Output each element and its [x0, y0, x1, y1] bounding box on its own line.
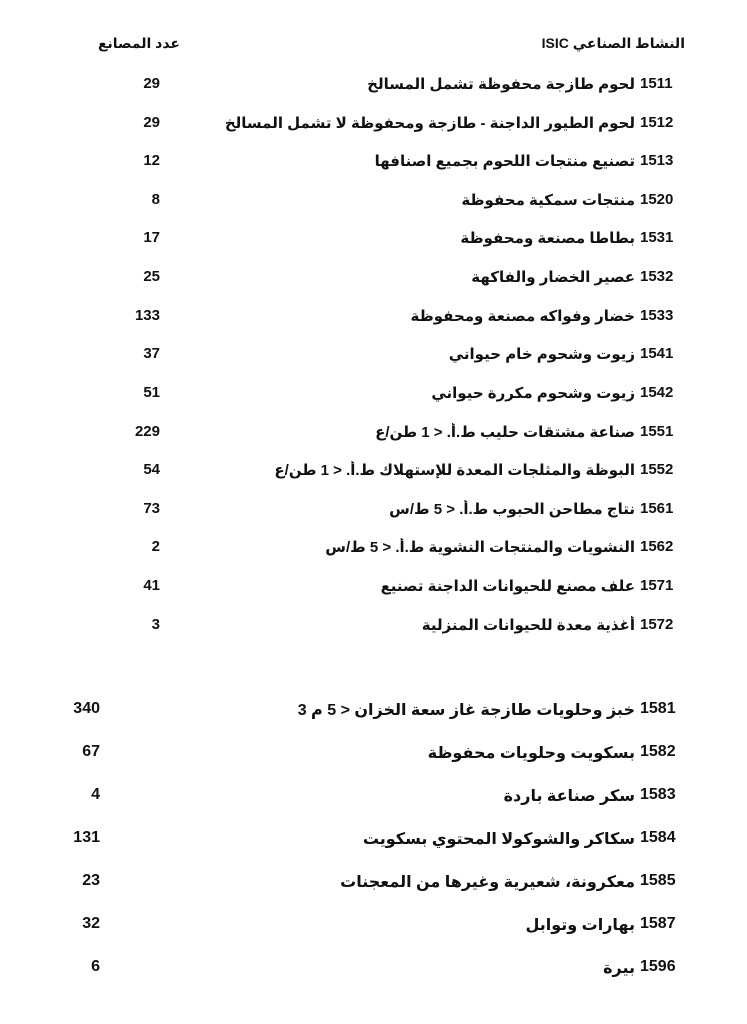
- isic-code: 1533: [640, 307, 674, 324]
- factory-count: 51: [143, 384, 160, 401]
- factory-count: 73: [143, 500, 160, 517]
- activity-description: سكاكر والشوكولا المحتوي بسكويت: [362, 831, 635, 848]
- table-row: [0, 152, 747, 174]
- isic-code: 1587: [640, 915, 676, 932]
- isic-code: 1551: [640, 423, 674, 440]
- count-column-header: عدد المصانع: [97, 35, 180, 51]
- table-row: [0, 829, 747, 851]
- activity-description: علف مصنع للحيوانات الداجنة تصنيع: [380, 578, 635, 595]
- table-row: [0, 616, 747, 638]
- table-row: [0, 423, 747, 445]
- factory-count: 131: [73, 829, 100, 846]
- factory-count: 8: [151, 191, 160, 208]
- table-row: [0, 958, 747, 980]
- activity-description: خبز وحلويات طازجة غاز سعة الخزان < 5 م 3: [297, 702, 635, 719]
- factory-count: 2: [151, 538, 160, 555]
- isic-code: 1512: [640, 114, 674, 131]
- factory-count: 41: [143, 577, 160, 594]
- table-row: [0, 114, 747, 136]
- activity-description: معكرونة، شعيرية وغيرها من المعجنات: [340, 874, 635, 891]
- factory-count: 67: [82, 743, 100, 760]
- activity-column-header: النشاط الصناعي ISIC: [541, 35, 685, 51]
- table-row: [0, 577, 747, 599]
- activity-description: لحوم طازجة محفوظة تشمل المسالخ: [367, 76, 635, 93]
- table-row: [0, 268, 747, 290]
- factory-count: 3: [151, 616, 160, 633]
- activity-description: زيوت وشحوم مكررة حيواني: [431, 385, 635, 402]
- isic-code: 1585: [640, 872, 676, 889]
- isic-code: 1572: [640, 616, 674, 633]
- activity-description: بيرة: [603, 960, 635, 977]
- factory-count: 37: [143, 345, 160, 362]
- activity-description: النشويات والمنتجات النشوية ط.أ. < 5 ط/س: [325, 539, 635, 556]
- isic-code: 1541: [640, 345, 674, 362]
- isic-code: 1542: [640, 384, 674, 401]
- isic-code: 1511: [640, 75, 673, 92]
- isic-code: 1513: [640, 152, 674, 169]
- factory-count: 6: [91, 958, 100, 975]
- table-row: [0, 786, 747, 808]
- activity-description: تصنيع منتجات اللحوم بجميع اصنافها: [374, 153, 635, 170]
- factory-count: 4: [91, 786, 100, 803]
- factory-count: 29: [143, 75, 160, 92]
- factory-count: 32: [82, 915, 100, 932]
- factory-count: 29: [143, 114, 160, 131]
- table-row: [0, 538, 747, 560]
- factory-count: 54: [143, 461, 160, 478]
- factory-count: 229: [134, 423, 160, 440]
- factory-count: 12: [143, 152, 160, 169]
- factory-count: 25: [143, 268, 160, 285]
- isic-code: 1596: [640, 958, 676, 975]
- factory-count: 133: [134, 307, 160, 324]
- isic-code: 1583: [640, 786, 676, 803]
- table-row: [0, 75, 747, 97]
- activity-description: عصير الخضار والفاكهة: [471, 269, 635, 286]
- activity-description: صناعة مشتقات حليب ط.أ. < 1 طن/ع: [375, 424, 635, 441]
- activity-description: زيوت وشحوم خام حيواني: [448, 346, 635, 363]
- table-row: [0, 743, 747, 765]
- activity-description: بهارات وتوابل: [525, 917, 635, 934]
- table-row: [0, 384, 747, 406]
- table-row: [0, 500, 747, 522]
- activity-description: البوظة والمثلجات المعدة للإستهلاك ط.أ. < 1 طن/ع: [274, 462, 635, 479]
- activity-description: أغذية معدة للحيوانات المنزلية: [421, 617, 635, 634]
- table-row: [0, 345, 747, 367]
- isic-code: 1532: [640, 268, 674, 285]
- table-row: [0, 229, 747, 251]
- isic-code: 1562: [640, 538, 674, 555]
- isic-code: 1531: [640, 229, 674, 246]
- table-row: [0, 700, 747, 722]
- isic-code: 1571: [640, 577, 674, 594]
- activity-description: بسكويت وحلويات محفوظة: [427, 745, 635, 762]
- factory-count: 340: [73, 700, 100, 717]
- isic-code: 1581: [640, 700, 676, 717]
- table-row: [0, 915, 747, 937]
- table-row: [0, 307, 747, 329]
- activity-description: لحوم الطيور الداجنة - طازجة ومحفوظة لا تشمل المسالخ: [224, 115, 635, 132]
- isic-code: 1520: [640, 191, 674, 208]
- factory-count: 23: [82, 872, 100, 889]
- activity-description: نتاج مطاحن الحبوب ط.أ. < 5 ط/س: [389, 501, 635, 518]
- activity-description: سكر صناعة باردة: [503, 788, 635, 805]
- activity-description: خضار وفواكه مصنعة ومحفوظة: [410, 308, 635, 325]
- isic-code: 1582: [640, 743, 676, 760]
- factory-count: 17: [143, 229, 160, 246]
- activity-description: بطاطا مصنعة ومحفوظة: [460, 230, 635, 247]
- table-row: [0, 191, 747, 213]
- isic-code: 1561: [640, 500, 674, 517]
- isic-code: 1584: [640, 829, 676, 846]
- isic-code: 1552: [640, 461, 674, 478]
- activity-description: منتجات سمكية محفوظة: [461, 192, 635, 209]
- table-row: [0, 872, 747, 894]
- table-row: [0, 461, 747, 483]
